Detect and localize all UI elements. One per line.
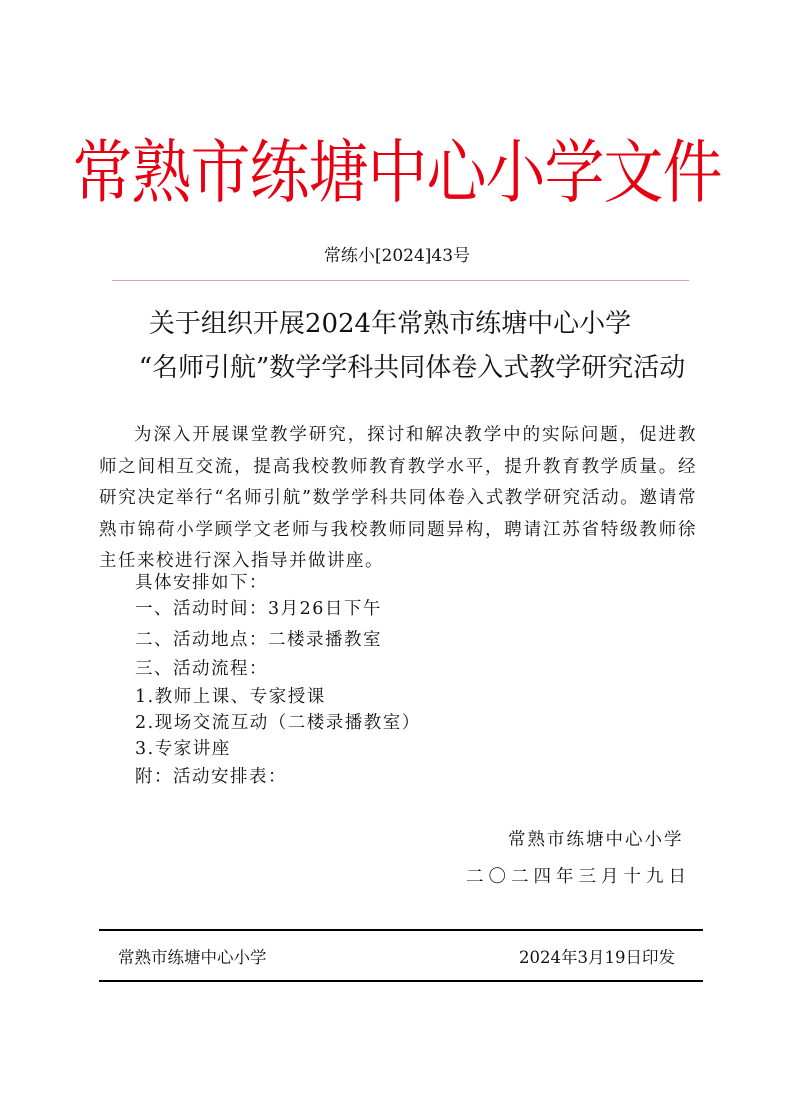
footer-top-rule [99, 929, 703, 931]
arrangement-intro: 具体安排如下： [135, 573, 268, 593]
footer-bottom-rule [99, 980, 703, 982]
document-number: 常练小[2024]43号 [323, 246, 471, 266]
activity-process-heading: 三、活动流程： [135, 659, 268, 679]
signature-school: 常熟市练塘中心小学 [508, 830, 684, 850]
signature-date: 二〇二四年三月十九日 [466, 867, 691, 887]
activity-time: 一、活动时间：3月26日下午 [135, 599, 382, 619]
footer-issue-date: 2024年3月19日印发 [519, 948, 675, 967]
document-title-line-1: 关于组织开展2024年常熟市练塘中心小学 [148, 309, 632, 339]
process-step-3: 3.专家讲座 [135, 739, 231, 759]
document-header-title: 常熟市练塘中心小学文件 [72, 132, 722, 214]
process-step-2: 2.现场交流互动（二楼录播教室） [135, 713, 421, 733]
footer-issuer: 常熟市练塘中心小学 [118, 948, 267, 967]
process-step-1: 1.教师上课、专家授课 [135, 687, 326, 707]
body-paragraph: 为深入开展课堂教学研究，探讨和解决教学中的实际问题，促进教师之间相互交流，提高我校教师教育教学水平，提升教育教学质量。经研究决定举行“名师引航”数学学科共同体卷入式教学研究活动。邀请常熟市锦荷小学顾学文老师与我校教师同题异构，聘请江苏省特级教师徐主任来校进行深入指导并做讲座。 [99, 425, 697, 571]
attachment-note: 附：活动安排表： [135, 767, 287, 787]
header-divider [112, 280, 689, 281]
document-title-line-2: “名师引航”数学学科共同体卷入式教学研究活动 [138, 353, 686, 383]
activity-location: 二、活动地点：二楼录播教室 [135, 630, 382, 650]
